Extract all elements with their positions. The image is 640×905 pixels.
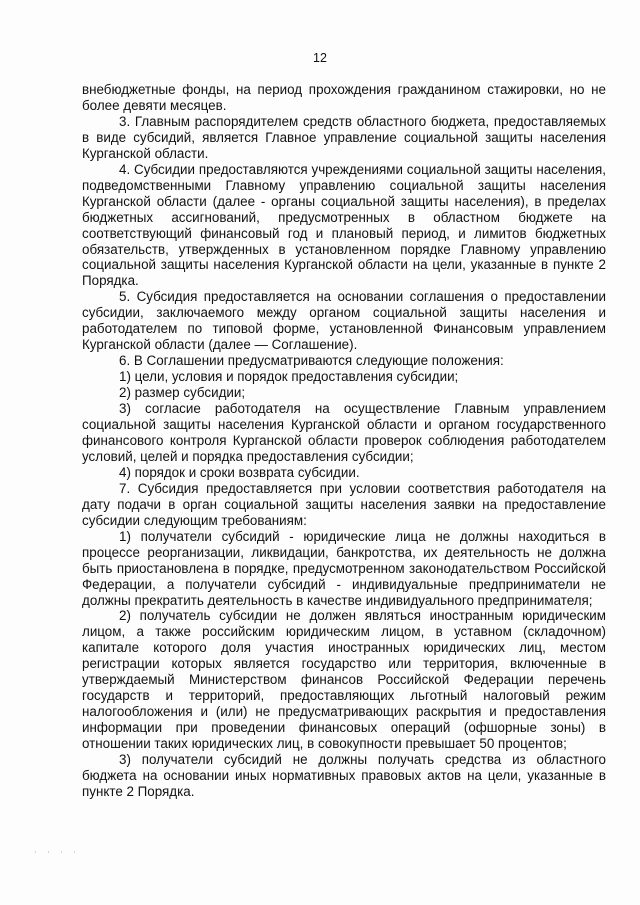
subitem-6-3: 3) согласие работодателя на осуществление Главным управлением социальной защиты населения Курганской области и органом государственного финансового контроля Курганской области проверок соблюдения работодателем условий, целей и порядка предоставления субсидии; [82,401,606,464]
paragraph-continuation: внебюджетные фонды, на период прохождения гражданином стажировки, но не более девяти месяцев. [82,82,606,113]
paragraph-item-3: 3. Главным распорядителем средств областного бюджета, предоставляемых в виде субсидий, является Главное управление социальной защиты населения Курганской области. [82,113,606,161]
page-number: 12 [313,51,327,65]
paragraph-item-5: 5. Субсидия предоставляется на основании соглашения о предоставлении субсидии, заключаемого между органом социальной защиты населения и работодателем по типовой форме, установленной Финансовым управлением Курганской области (далее — Соглашение). [82,289,606,353]
document-body [82,82,606,800]
paragraph-item-6: 6. В Соглашении предусматриваются следующие положения: [119,353,504,369]
paragraph-item-4: 4. Субсидии предоставляются учреждениями социальной защиты населения, подведомственными Главному управлению социальной защиты населения Курганской области (далее - органы социальной защиты населения), в пределах бюджетных ассигнований, предусмотренных в областном бюджете на соответствующий финансовый год и плановый период, и лимитов бюджетных обязательств, утвержденных в установленном порядке Главному управлению социальной защиты населения Курганской области на цели, указанные в пункте 2 Порядка. [82,161,606,289]
paragraph-item-7: 7. Субсидия предоставляется при условии соответствия работодателя на дату подачи в орган социальной защиты населения заявки на предоставление субсидии следующим требованиям: [82,480,606,528]
subitem-6-1: 1) цели, условия и порядок предоставления субсидии; [119,369,459,385]
subitem-7-2: 2) получатель субсидии не должен являться иностранным юридическим лицом, а также российским юридическим лицом, в уставном (складочном) капитале которого доля участия иностранных юридических лиц, местом регистрации которых является государство или территория, включенные в утверждаемый Министерством финансов Российской Федерации перечень государств и территорий, предоставляющих льготный налоговый режим налогообложения и (или) не предусматривающих раскрытия и предоставления информации при проведении финансовых операций (офшорные зоны) в отношении таких юридических лиц, в совокупности превышает 50 процентов; [82,608,606,752]
subitem-7-3: 3) получатели субсидий не должны получать средства из областного бюджета на основании иных нормативных правовых актов на цели, указанные в пункте 2 Порядка. [82,752,606,799]
subitem-7-1: 1) получатели субсидий - юридические лица не должны находиться в процессе реорганизации, ликвидации, банкротства, их деятельность не должна быть приостановлена в порядке, предусмотренном законодательством Российской Федерации, а получатели субсидий - индивидуальные предприниматели не должны прекратить деятельность в качестве индивидуального предпринимателя; [82,528,606,608]
scan-margin-mark: · · · · [34,848,80,857]
subitem-6-4: 4) порядок и сроки возврата субсидии. [119,464,360,480]
subitem-6-2: 2) размер субсидии; [119,385,246,401]
